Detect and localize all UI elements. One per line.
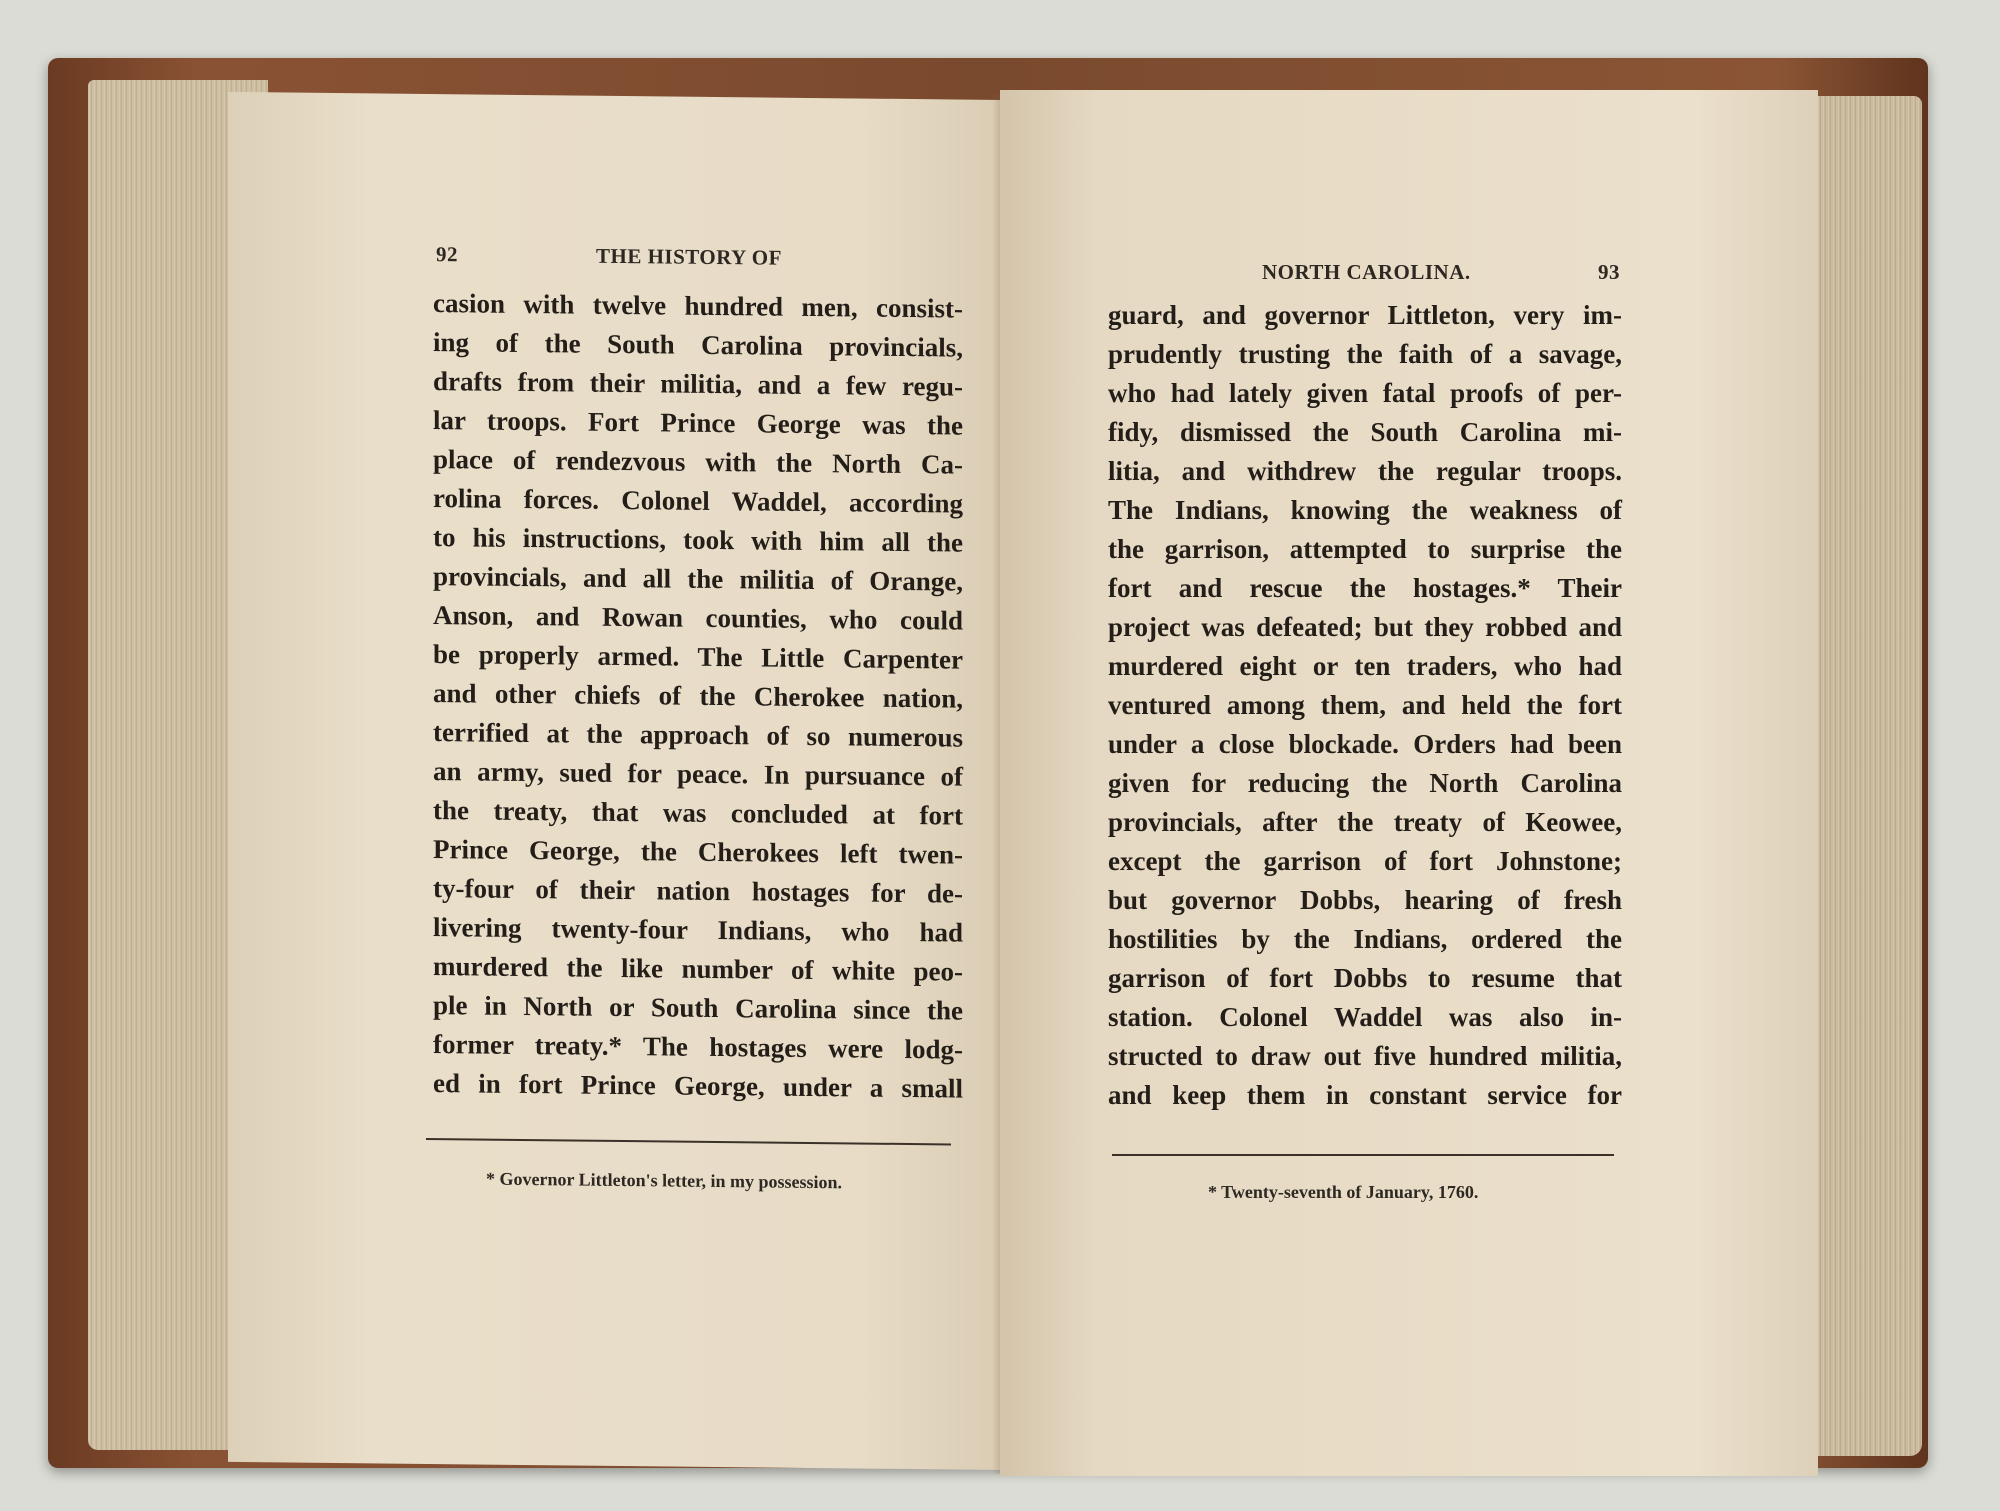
text-line: terrified at the approach of so numerous [433, 717, 963, 753]
text-line: livering twenty-four Indians, who had [433, 912, 963, 948]
right-running-head: NORTH CAROLINA. [1262, 260, 1471, 284]
right-page-edges [1812, 96, 1922, 1456]
text-line: project was defeated; but they robbed and [1108, 612, 1622, 642]
text-line: guard, and governor Littleton, very im- [1108, 300, 1622, 330]
text-line: fidy, dismissed the South Carolina mi- [1108, 417, 1622, 447]
text-line: ple in North or South Carolina since the [433, 990, 963, 1026]
text-line: under a close blockade. Orders had been [1108, 729, 1622, 759]
text-line: murdered the like number of white peo- [433, 951, 963, 987]
text-line: former treaty.* The hostages were lodg- [433, 1029, 963, 1065]
left-footnote-rule [426, 1138, 951, 1145]
text-line: ventured among them, and held the fort [1108, 690, 1622, 720]
left-footnote: * Governor Littleton's letter, in my possession. [486, 1168, 842, 1193]
text-line: provincials, and all the militia of Orange, [433, 561, 963, 597]
right-footnote-rule [1112, 1154, 1614, 1156]
text-line: drafts from their militia, and a few regu- [433, 366, 963, 402]
text-line: an army, sued for peace. In pursuance of [433, 756, 963, 792]
text-line: ing of the South Carolina provincials, [433, 327, 963, 363]
text-line: Anson, and Rowan counties, who could [433, 600, 963, 636]
left-page [228, 92, 1014, 1470]
text-line: structed to draw out five hundred militia, [1108, 1041, 1622, 1071]
text-line: the garrison, attempted to surprise the [1108, 534, 1622, 564]
text-line: and other chiefs of the Cherokee nation, [433, 678, 963, 714]
text-line: Prince George, the Cherokees left twen- [433, 834, 963, 870]
text-line: but governor Dobbs, hearing of fresh [1108, 885, 1622, 915]
text-line: The Indians, knowing the weakness of [1108, 495, 1622, 525]
text-line: who had lately given fatal proofs of per- [1108, 378, 1622, 408]
right-page-text [1108, 296, 1622, 1115]
left-page-number: 92 [436, 242, 458, 267]
right-page-number: 93 [1598, 260, 1620, 284]
text-line: litia, and withdrew the regular troops. [1108, 456, 1622, 486]
text-line: the treaty, that was concluded at fort [433, 795, 963, 831]
text-line: casion with twelve hundred men, consist- [433, 288, 963, 324]
right-footnote: * Twenty-seventh of January, 1760. [1208, 1182, 1479, 1202]
text-line: provincials, after the treaty of Keowee, [1108, 807, 1622, 837]
text-line: garrison of fort Dobbs to resume that [1108, 963, 1622, 993]
text-line: station. Colonel Waddel was also in- [1108, 1002, 1622, 1032]
text-line: given for reducing the North Carolina [1108, 768, 1622, 798]
left-running-head: THE HISTORY OF [596, 243, 782, 270]
text-line: murdered eight or ten traders, who had [1108, 651, 1622, 681]
text-line: be properly armed. The Little Carpenter [433, 639, 963, 675]
text-line: except the garrison of fort Johnstone; [1108, 846, 1622, 876]
text-line: ed in fort Prince George, under a small [433, 1068, 963, 1104]
left-page-text [433, 284, 963, 1109]
text-line: hostilities by the Indians, ordered the [1108, 924, 1622, 954]
text-line: ty-four of their nation hostages for de- [433, 873, 963, 909]
text-line: prudently trusting the faith of a savage, [1108, 339, 1622, 369]
text-line: place of rendezvous with the North Ca- [433, 444, 963, 480]
text-line: rolina forces. Colonel Waddel, according [433, 483, 963, 519]
right-page [1000, 90, 1818, 1476]
text-line: lar troops. Fort Prince George was the [433, 405, 963, 441]
text-line: and keep them in constant service for [1108, 1080, 1622, 1110]
text-line: to his instructions, took with him all the [433, 522, 963, 558]
text-line: fort and rescue the hostages.* Their [1108, 573, 1622, 603]
